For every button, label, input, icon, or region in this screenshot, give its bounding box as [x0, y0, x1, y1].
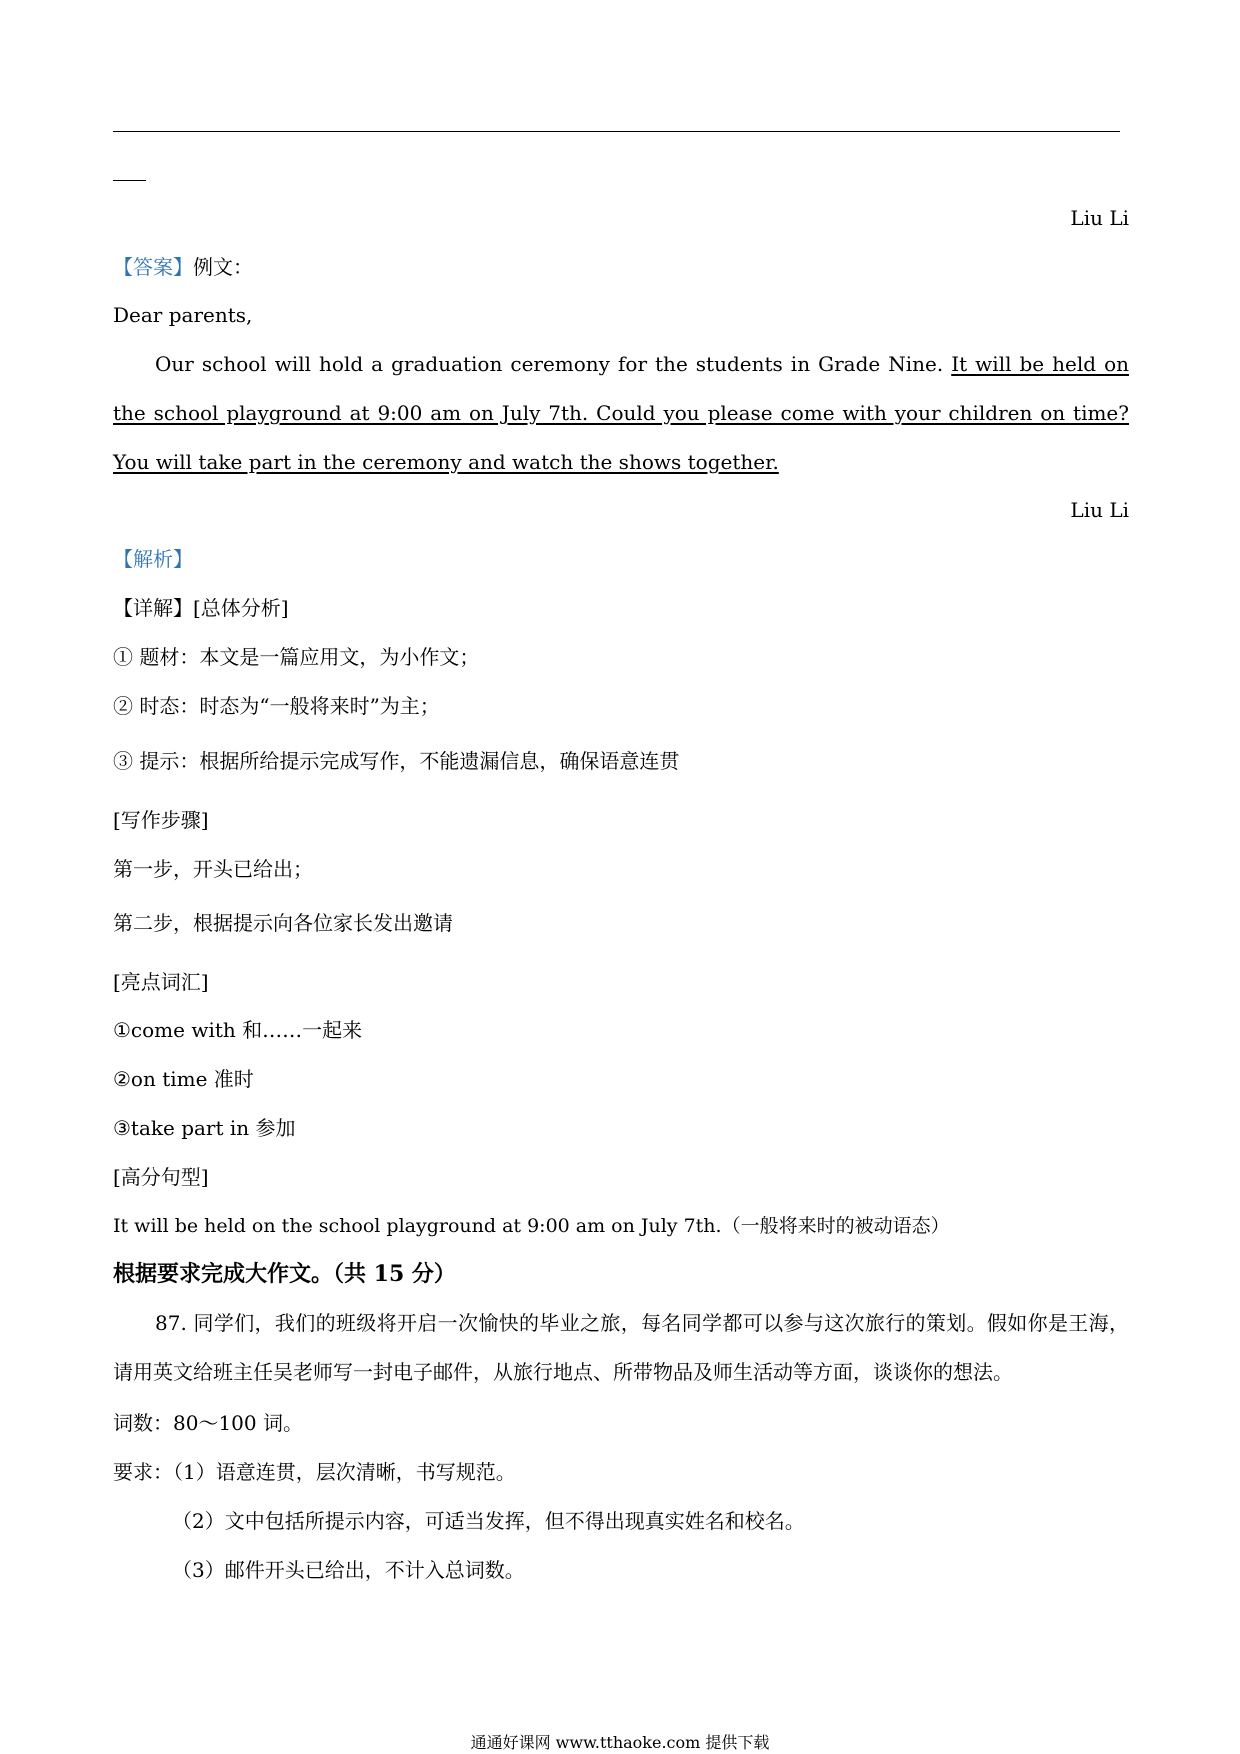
- question-text: 87. 同学们，我们的班级将开启一次愉快的毕业之旅，每名同学都可以参与这次旅行的策划。假如你是王海，请用英文给班主任吴老师写一封电子邮件，从旅行地点、所带物品及师生活动等方面，谈谈你的想法。: [113, 1311, 1129, 1384]
- requirement-item: （3）邮件开头已给出，不计入总词数。: [172, 1558, 525, 1582]
- sentence-example: It will be held on the school playground at 9:00 am on July 7th.（一般将来时的被动语态）: [113, 1215, 950, 1237]
- essay-greeting: Dear parents,: [113, 303, 253, 327]
- answer-label: 【答案】: [113, 255, 193, 279]
- requirement-item: （2）文中包括所提示内容，可适当发挥，但不得出现真实姓名和校名。: [172, 1509, 805, 1533]
- analysis-point: ③ 提示：根据所给提示完成写作，不能遗漏信息，确保语意连贯: [113, 749, 680, 773]
- vocab-item: ②on time 准时: [113, 1067, 254, 1091]
- step-item: 第一步，开头已给出；: [113, 857, 313, 881]
- answer-heading: [113, 254, 253, 280]
- analysis-point: ② 时态：时态为“一般将来时”为主；: [113, 694, 440, 718]
- signature-top: Liu Li: [1070, 206, 1129, 230]
- answer-line-short: [113, 180, 146, 181]
- essay-body: [113, 340, 1129, 487]
- page-footer: 通通好课网 www.tthaoke.com 提供下载: [470, 1733, 770, 1752]
- vocab-header: [亮点词汇]: [113, 970, 209, 994]
- word-count: 词数：80～100 词。: [113, 1411, 303, 1435]
- answer-line-long: [113, 131, 1120, 132]
- essay-plain: Our school will hold a graduation ceremony for the students in Grade Nine.: [155, 352, 952, 376]
- step-item: 第二步，根据提示向各位家长发出邀请: [113, 911, 453, 935]
- steps-header: [写作步骤]: [113, 808, 209, 832]
- vocab-item: ③take part in 参加: [113, 1116, 296, 1140]
- sentence-header: [高分句型]: [113, 1165, 209, 1189]
- analysis-point: ① 题材：本文是一篇应用文，为小作文；: [113, 645, 480, 669]
- essay-underlined: It will be held on the school playground at 9:00 am on July 7th. Could you please come with your children on time? You will take part in the ceremony and watch the shows together.: [113, 352, 1130, 474]
- detail-header: 【详解】[总体分析]: [113, 596, 289, 620]
- requirement-item: 要求：（1）语意连贯，层次清晰，书写规范。: [113, 1460, 516, 1484]
- signature-bottom: Liu Li: [1070, 498, 1129, 522]
- example-label: 例文：: [193, 255, 253, 279]
- analysis-label: 【解析】: [113, 547, 193, 571]
- vocab-item: ①come with 和……一起来: [113, 1018, 363, 1042]
- section-heading: 根据要求完成大作文。（共 15 分）: [113, 1261, 456, 1287]
